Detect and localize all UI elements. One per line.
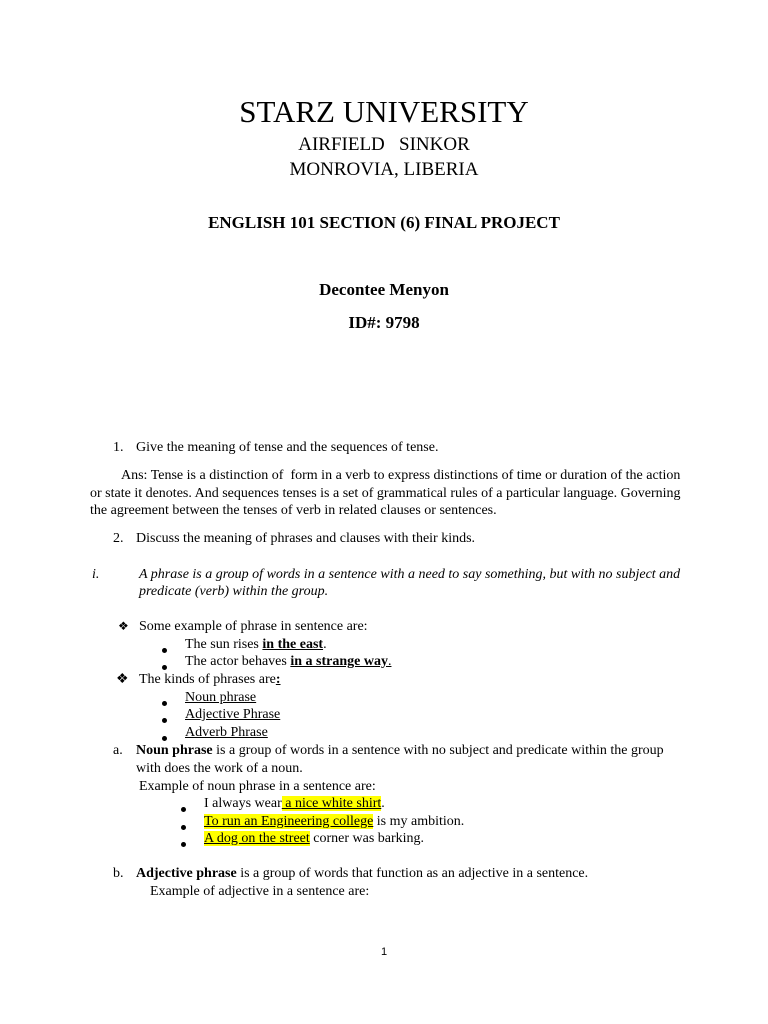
noun-example: To run an Engineering college is my ambition. xyxy=(204,814,465,829)
phrase-kind: Noun phrase xyxy=(185,690,257,705)
project-title: ENGLISH 101 SECTION (6) FINAL PROJECT xyxy=(208,213,560,232)
example-sentence: The sun rises in the east. xyxy=(185,637,327,652)
bullet-icon xyxy=(162,641,167,658)
noun-example-intro: Example of noun phrase in a sentence are: xyxy=(139,779,376,794)
noun-example: A dog on the street corner was barking. xyxy=(204,831,425,846)
examples-intro: Some example of phrase in sentence are: xyxy=(139,619,368,634)
answer-line: Ans: Tense is a distinction of form in a verb to express distinctions of time or duration of the action xyxy=(121,468,681,483)
diamond-bullet-icon: ❖ xyxy=(116,672,129,687)
question-text: Give the meaning of tense and the sequences of tense. xyxy=(136,440,439,455)
bullet-icon xyxy=(162,694,167,711)
bullet-icon xyxy=(181,835,186,852)
question-number: 1. xyxy=(113,440,124,455)
address-line-1: AIRFIELD SINKOR xyxy=(298,134,470,155)
list-marker: b. xyxy=(113,866,124,881)
definition-marker: i. xyxy=(92,567,100,582)
student-id: ID#: 9798 xyxy=(348,313,420,332)
kinds-intro: The kinds of phrases are: xyxy=(139,672,281,687)
adjective-phrase-definition: Adjective phrase is a group of words that function as an adjective in a sentence. xyxy=(136,866,589,881)
bullet-icon xyxy=(181,818,186,835)
bullet-icon xyxy=(181,800,186,817)
bullet-icon xyxy=(162,711,167,728)
phrase-kind: Adjective Phrase xyxy=(185,707,281,722)
definition-line: A phrase is a group of words in a sentence with a need to say something, but with no subject and xyxy=(139,567,681,582)
definition-line: predicate (verb) within the group. xyxy=(139,584,329,599)
noun-phrase-definition-cont: with does the work of a noun. xyxy=(136,761,303,776)
example-sentence: The actor behaves in a strange way. xyxy=(185,654,392,669)
question-text: Discuss the meaning of phrases and clauses with their kinds. xyxy=(136,531,476,546)
answer-line: the agreement between the tenses of verb in related clauses or sentences. xyxy=(90,503,497,518)
adjective-example-intro: Example of adjective in a sentence are: xyxy=(150,884,370,899)
noun-example: I always wear a nice white shirt. xyxy=(204,796,385,811)
address-line-2: MONROVIA, LIBERIA xyxy=(289,159,479,180)
page-number: 1 xyxy=(380,946,388,958)
phrase-kind: Adverb Phrase xyxy=(185,725,268,740)
student-name: Decontee Menyon xyxy=(319,280,449,299)
noun-phrase-definition: Noun phrase is a group of words in a sentence with no subject and predicate within the group xyxy=(136,743,664,758)
answer-line: or state it denotes. And sequences tenses is a set of grammatical rules of a particular language. Governing xyxy=(90,486,681,501)
university-name: STARZ UNIVERSITY xyxy=(239,94,529,129)
diamond-bullet-icon: ❖ xyxy=(118,619,129,633)
question-number: 2. xyxy=(113,531,124,546)
list-marker: a. xyxy=(113,743,123,758)
